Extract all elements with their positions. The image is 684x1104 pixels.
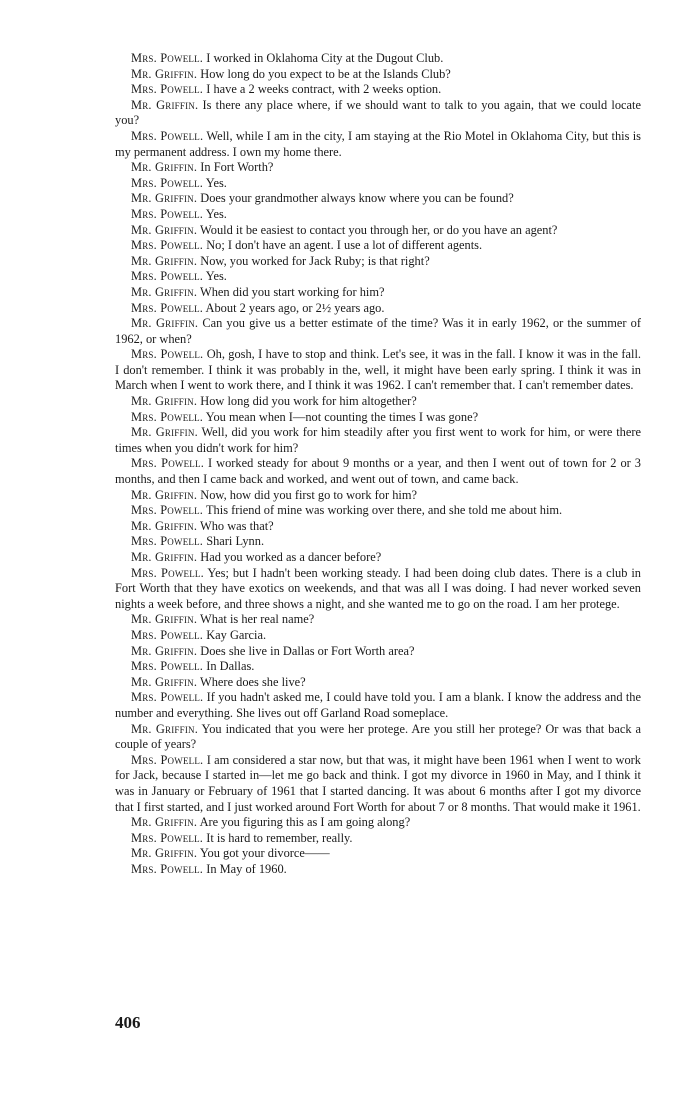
statement-text: You got your divorce—— — [199, 846, 330, 861]
testimony-paragraph — [115, 831, 641, 847]
statement-text: Yes; but I hadn't been working steady. I had been doing club dates. There is a club in Fort Worth that they have exotics on weekends, and that was all I was doing. I had never worked seven nights a week before, and three shows a night, and she wanted me to go on the road. I am her protege. — [115, 565, 642, 611]
statement-text: Well, while I am in the city, I am staying at the Rio Motel in Oklahoma City, but this is my permanent address. I own my home there. — [115, 128, 641, 159]
statement-text: How long do you expect to be at the Islands Club? — [200, 66, 451, 81]
testimony-paragraph — [115, 207, 641, 223]
statement-text: In Dallas. — [206, 659, 255, 674]
statement-text: Does she live in Dallas or Fort Worth area? — [200, 643, 415, 658]
speaker-label: Mr. Griffin. — [131, 222, 198, 237]
statement-text: Kay Garcia. — [206, 627, 267, 642]
speaker-label: Mr. Griffin. — [131, 160, 198, 175]
testimony-paragraph — [115, 285, 641, 301]
speaker-label: Mrs. Powell. — [131, 503, 204, 518]
statement-text: This friend of mine was working over there, and she told me about him. — [205, 503, 563, 518]
testimony-body — [115, 51, 641, 877]
speaker-label: Mrs. Powell. — [131, 565, 204, 580]
speaker-label: Mrs. Powell. — [131, 534, 204, 549]
statement-text: Now, how did you first go to work for him? — [200, 487, 417, 502]
speaker-label: Mr. Griffin. — [131, 425, 198, 440]
statement-text: About 2 years ago, or 2½ years ago. — [205, 300, 385, 315]
statement-text: You indicated that you were her protege. Are you still her protege? Or was that back a couple of years? — [115, 721, 641, 752]
testimony-paragraph — [115, 675, 641, 691]
statement-text: Who was that? — [200, 518, 274, 533]
testimony-paragraph — [115, 82, 641, 98]
testimony-paragraph — [115, 690, 641, 721]
statement-text: Had you worked as a dancer before? — [200, 550, 382, 564]
speaker-label: Mrs. Powell. — [131, 175, 204, 190]
speaker-label: Mr. Griffin. — [131, 394, 198, 409]
statement-text: Where does she live? — [200, 674, 306, 689]
testimony-paragraph — [115, 846, 641, 862]
speaker-label: Mrs. Powell. — [131, 300, 204, 315]
speaker-label: Mrs. Powell. — [131, 206, 204, 221]
statement-text: Shari Lynn. — [206, 534, 265, 549]
testimony-paragraph — [115, 301, 641, 317]
testimony-paragraph — [115, 425, 641, 456]
speaker-label: Mrs. Powell. — [131, 409, 204, 424]
testimony-paragraph — [115, 410, 641, 426]
testimony-paragraph — [115, 488, 641, 504]
statement-text: Well, did you work for him steadily after you first went to work for him, or were there times when you didn't work for him? — [115, 425, 642, 455]
statement-text: I worked in Oklahoma City at the Dugout Club. — [206, 51, 444, 65]
speaker-label: Mrs. Powell. — [131, 269, 204, 284]
statement-text: It is hard to remember, really. — [206, 830, 353, 845]
speaker-label: Mr. Griffin. — [131, 487, 198, 502]
testimony-paragraph — [115, 566, 641, 613]
statement-text: I worked steady for about 9 months or a year, and then I went out of town for 2 or 3 months, and then I came back and worked, and went out of town, and came back. — [115, 456, 641, 487]
speaker-label: Mrs. Powell. — [131, 51, 204, 65]
page-number: 406 — [115, 1013, 141, 1032]
statement-text: Would it be easiest to contact you through her, or do you have an agent? — [200, 222, 558, 237]
testimony-paragraph — [115, 269, 641, 285]
statement-text: Is there any place where, if we should want to talk to you again, that we could locate you? — [115, 97, 641, 128]
speaker-label: Mr. Griffin. — [131, 846, 198, 861]
testimony-paragraph — [115, 644, 641, 660]
speaker-label: Mrs. Powell. — [131, 690, 204, 705]
testimony-paragraph — [115, 815, 641, 831]
statement-text: In Fort Worth? — [200, 160, 274, 175]
testimony-paragraph — [115, 659, 641, 675]
testimony-paragraph — [115, 176, 641, 192]
statement-text: Oh, gosh, I have to stop and think. Let's see, it was in the fall. I know it was in the fall. I don't remember. I think it was probably in the, well, it might have been early spring. I think it was in March when I went to work there, and I think it was 1962. I can't remember that. I can't remember dates. — [115, 347, 641, 393]
statement-text: Does your grandmother always know where you can be found? — [200, 191, 514, 206]
testimony-paragraph — [115, 160, 641, 176]
testimony-paragraph — [115, 98, 641, 129]
testimony-paragraph — [115, 503, 641, 519]
speaker-label: Mr. Griffin. — [131, 721, 199, 736]
speaker-label: Mr. Griffin. — [131, 191, 198, 206]
statement-text: Now, you worked for Jack Ruby; is that right? — [200, 253, 430, 268]
speaker-label: Mrs. Powell. — [131, 627, 204, 642]
statement-text: Can you give us a better estimate of the time? Was it in early 1962, or the summer of 1962, or when? — [115, 316, 641, 346]
statement-text: In May of 1960. — [206, 861, 287, 876]
statement-text: When did you start working for him? — [200, 284, 385, 299]
speaker-label: Mrs. Powell. — [131, 456, 205, 471]
testimony-paragraph — [115, 550, 641, 566]
speaker-label: Mrs. Powell. — [131, 752, 204, 767]
statement-text: Yes. — [205, 269, 227, 284]
testimony-paragraph — [115, 223, 641, 239]
speaker-label: Mrs. Powell. — [131, 128, 204, 143]
testimony-paragraph — [115, 51, 641, 67]
speaker-label: Mr. Griffin. — [131, 97, 199, 112]
statement-text: No; I don't have an agent. I use a lot of different agents. — [206, 238, 483, 253]
statement-text: You mean when I—not counting the times I was gone? — [205, 409, 479, 424]
speaker-label: Mrs. Powell. — [131, 861, 204, 876]
statement-text: What is her real name? — [200, 612, 315, 627]
speaker-label: Mr. Griffin. — [131, 550, 198, 564]
speaker-label: Mr. Griffin. — [131, 316, 199, 331]
testimony-paragraph — [115, 862, 641, 878]
statement-text: If you hadn't asked me, I could have told you. I am a blank. I know the address and the number and everything. She lives out off Garland Road someplace. — [115, 690, 641, 720]
speaker-label: Mrs. Powell. — [131, 82, 204, 97]
statement-text: Yes. — [205, 206, 227, 221]
statement-text: Yes. — [205, 175, 227, 190]
testimony-paragraph — [115, 534, 641, 550]
testimony-paragraph — [115, 191, 641, 207]
testimony-paragraph — [115, 394, 641, 410]
speaker-label: Mrs. Powell. — [131, 659, 204, 674]
testimony-paragraph — [115, 67, 641, 83]
testimony-paragraph — [115, 456, 641, 487]
speaker-label: Mr. Griffin. — [131, 518, 198, 533]
speaker-label: Mrs. Powell. — [131, 347, 204, 362]
speaker-label: Mrs. Powell. — [131, 238, 204, 253]
speaker-label: Mr. Griffin. — [131, 612, 198, 627]
testimony-paragraph — [115, 316, 641, 347]
speaker-label: Mrs. Powell. — [131, 830, 204, 845]
speaker-label: Mr. Griffin. — [131, 643, 198, 658]
speaker-label: Mr. Griffin. — [131, 815, 198, 830]
testimony-paragraph — [115, 753, 641, 815]
testimony-paragraph — [115, 722, 641, 753]
testimony-paragraph — [115, 129, 641, 160]
testimony-paragraph — [115, 519, 641, 535]
speaker-label: Mr. Griffin. — [131, 674, 198, 689]
statement-text: I have a 2 weeks contract, with 2 weeks option. — [206, 82, 442, 97]
statement-text: I am considered a star now, but that was, it might have been 1961 when I went to work for Jack, because I started in—let me go back and think. I got my divorce in 1960 in May, and I think it was in January or February of 1961 that I started dancing. It was about 6 months after I got my divorce that I first started, and I just worked around Fort Worth for about 7 or 8 months. That would make it 1961. — [115, 752, 641, 814]
testimony-paragraph — [115, 347, 641, 394]
testimony-paragraph — [115, 254, 641, 270]
testimony-paragraph — [115, 238, 641, 254]
speaker-label: Mr. Griffin. — [131, 253, 198, 268]
testimony-paragraph — [115, 628, 641, 644]
statement-text: Are you figuring this as I am going along? — [199, 815, 411, 830]
testimony-paragraph — [115, 612, 641, 628]
speaker-label: Mr. Griffin. — [131, 66, 198, 81]
speaker-label: Mr. Griffin. — [131, 284, 198, 299]
statement-text: How long did you work for him altogether? — [200, 394, 417, 409]
